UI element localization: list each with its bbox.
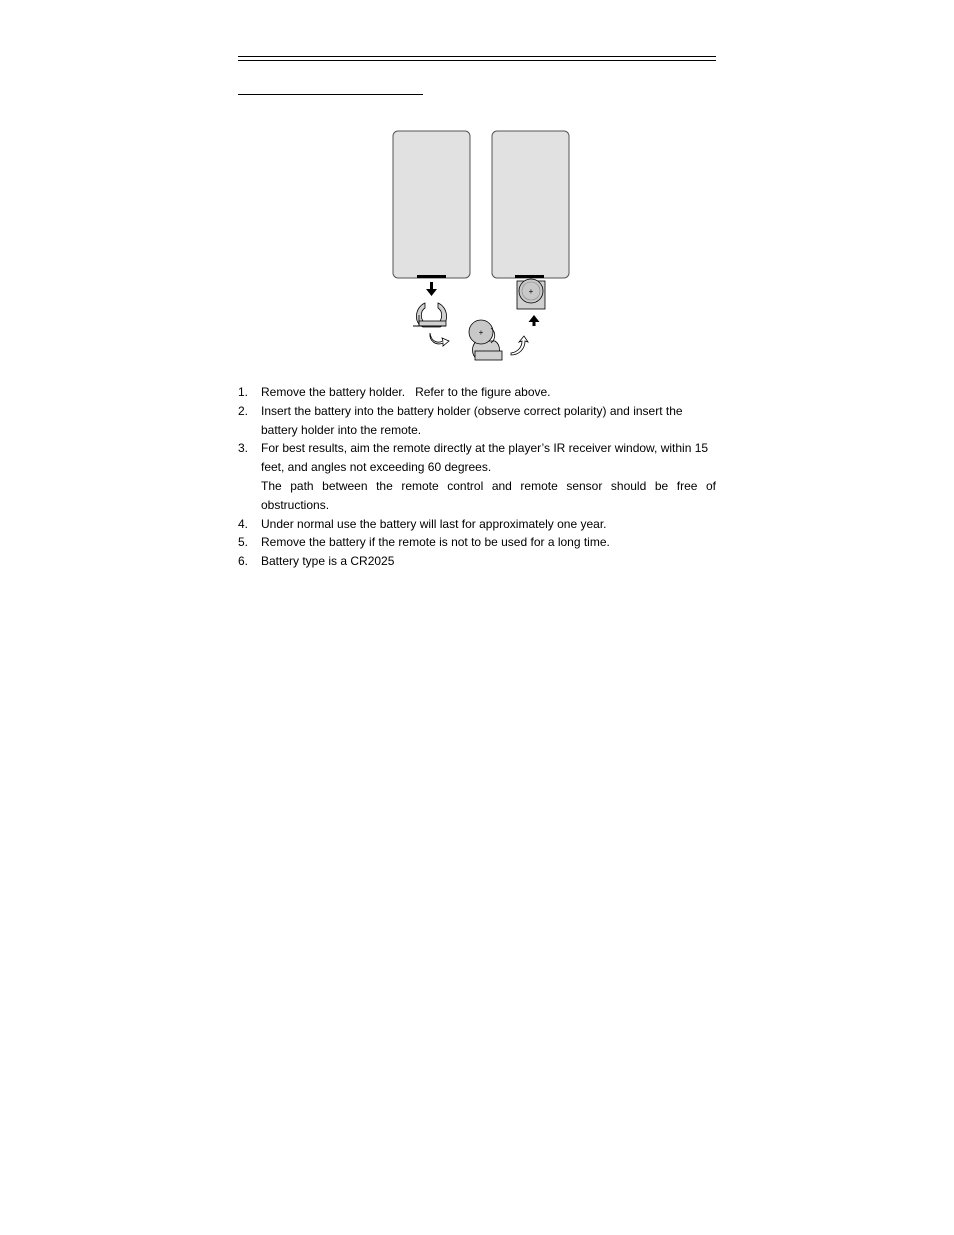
list-item-text: Insert the battery into the battery holder (observe correct polarity) and insert the battery holder into the remote. xyxy=(261,403,683,437)
list-item-note: The path between the remote control and remote sensor should be free of obstructions. xyxy=(261,478,716,512)
curved-arrow-up-icon xyxy=(511,336,528,355)
battery-slot-right xyxy=(515,275,544,278)
arrow-down-icon xyxy=(426,282,437,296)
list-item-number: 3. xyxy=(238,441,249,456)
list-item xyxy=(238,533,716,552)
list-item xyxy=(238,402,716,440)
list-item-text: Battery type is a CR2025 xyxy=(261,554,395,569)
battery-holder-inserting xyxy=(469,320,502,360)
battery-installation-figure xyxy=(385,125,585,365)
list-item xyxy=(238,383,716,402)
remote-right xyxy=(492,131,569,278)
empty-battery-holder xyxy=(413,303,447,327)
list-item-text: For best results, aim the remote directly at the player’s IR receiver window, within 15 feet, and angles not exceeding 60 degrees. xyxy=(261,441,709,475)
list-item-number: 5. xyxy=(238,535,249,550)
remote-left xyxy=(393,131,470,278)
list-item xyxy=(238,439,716,514)
header-rule xyxy=(238,56,716,61)
list-item-number: 6. xyxy=(238,554,249,569)
arrow-up-icon xyxy=(529,315,540,326)
list-item-text: Remove the battery if the remote is not to be used for a long time. xyxy=(261,535,610,550)
list-item-number: 1. xyxy=(238,385,249,399)
section-title xyxy=(238,76,423,95)
list-item-text: Under normal use the battery will last for approximately one year. xyxy=(261,516,607,531)
battery-holder-loaded xyxy=(517,279,545,309)
curved-arrow-icon xyxy=(430,333,449,346)
list-item xyxy=(238,552,716,571)
battery-slot-left xyxy=(417,275,446,278)
list-item-number: 4. xyxy=(238,516,249,531)
list-item-number: 2. xyxy=(238,403,249,418)
instruction-list xyxy=(238,383,716,571)
polarity-mark: + xyxy=(478,328,484,337)
list-item xyxy=(238,515,716,534)
list-item-text: Remove the battery holder. Refer to the figure above. xyxy=(261,385,551,399)
polarity-mark: + xyxy=(528,287,534,296)
